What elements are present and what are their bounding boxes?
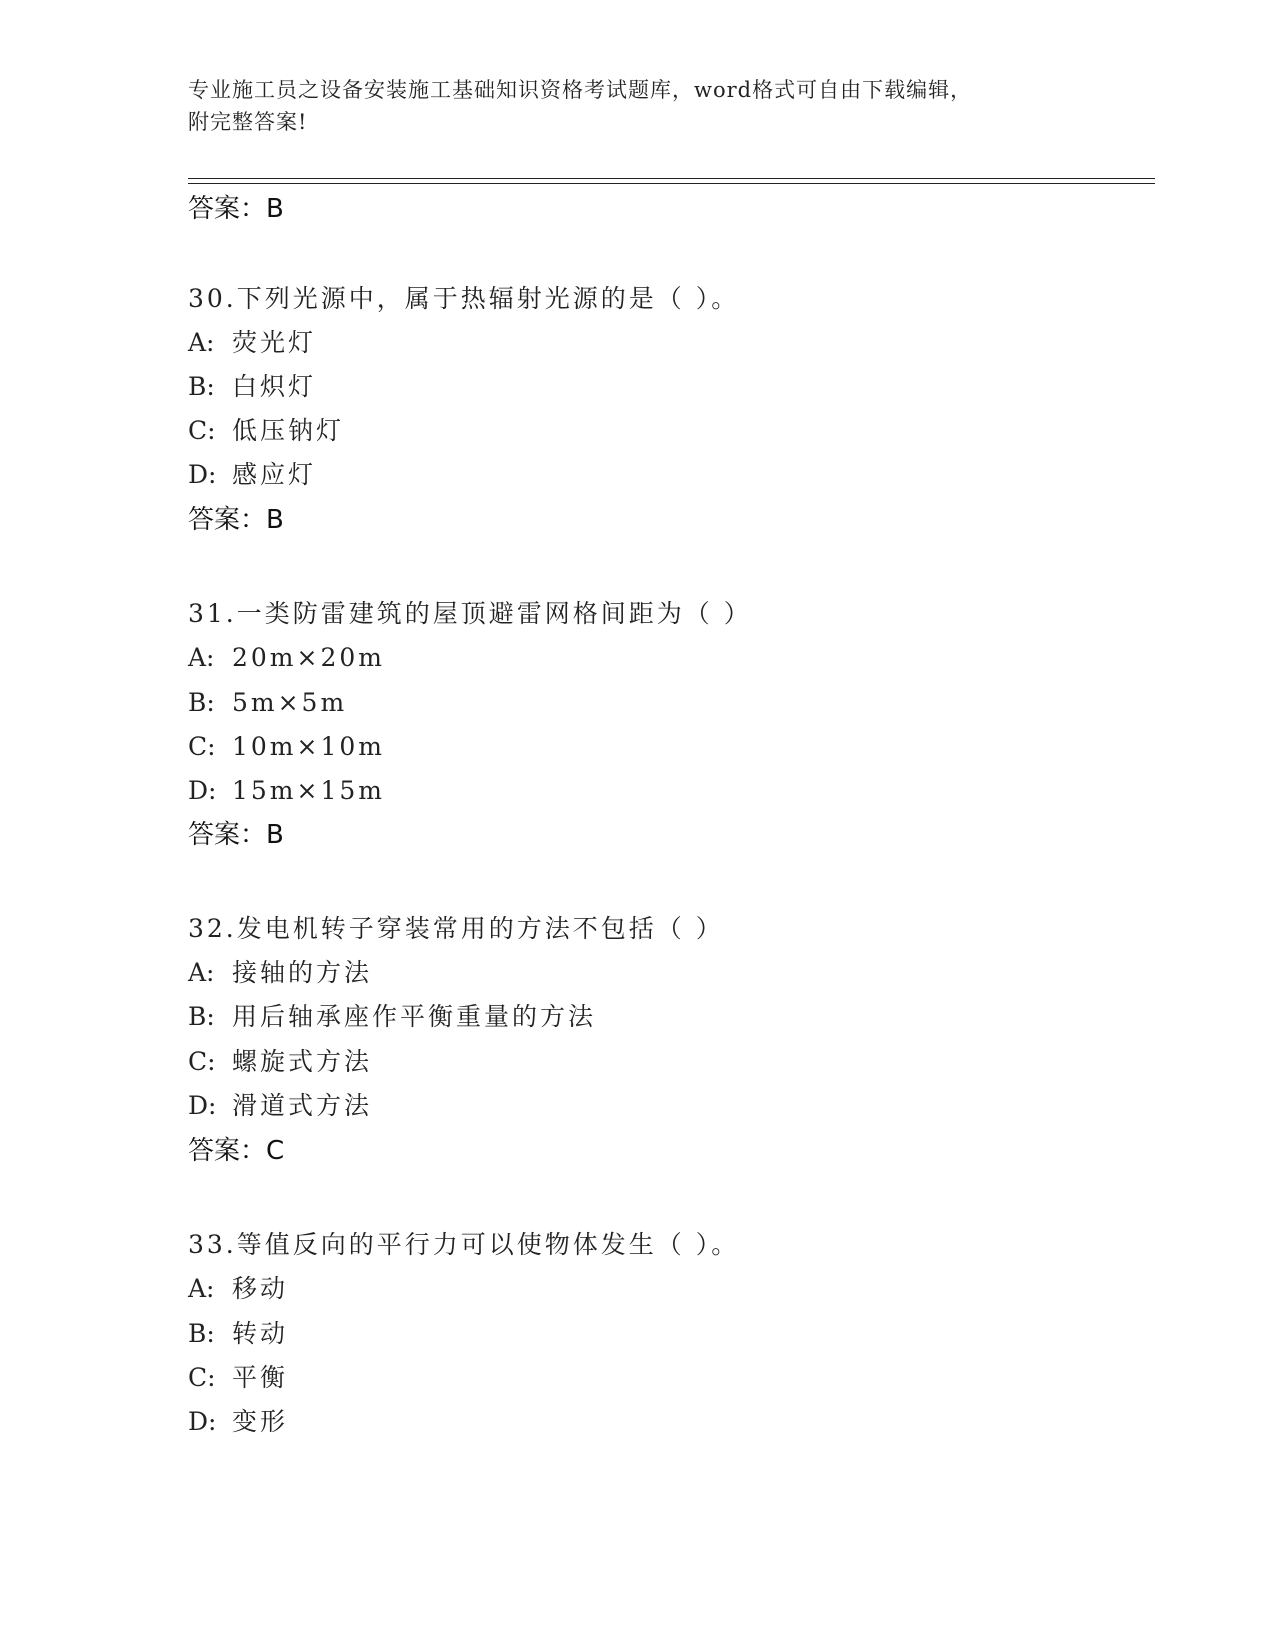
option-c bbox=[188, 1361, 288, 1395]
option-a bbox=[188, 956, 372, 990]
question-number: 32. bbox=[188, 914, 237, 943]
option-letter: C: bbox=[188, 1363, 216, 1392]
option-a bbox=[188, 326, 316, 360]
answer-label: 答案： bbox=[188, 505, 267, 535]
option-text: 10m×10m bbox=[232, 732, 385, 761]
option-text: 变形 bbox=[232, 1407, 289, 1436]
header-divider-top bbox=[188, 178, 1155, 179]
question-text: 发电机转子穿装常用的方法不包括（ ） bbox=[236, 914, 724, 943]
option-text: 5m×5m bbox=[232, 688, 348, 717]
option-letter: B: bbox=[188, 1319, 215, 1348]
option-text: 移动 bbox=[232, 1274, 289, 1303]
option-b bbox=[188, 370, 316, 404]
option-letter: A: bbox=[188, 328, 215, 357]
option-text: 用后轴承座作平衡重量的方法 bbox=[232, 1002, 597, 1031]
question-33 bbox=[188, 1228, 739, 1262]
option-text: 滑道式方法 bbox=[232, 1091, 373, 1120]
option-d bbox=[188, 774, 385, 808]
option-text: 20m×20m bbox=[232, 643, 385, 672]
option-c bbox=[188, 730, 385, 764]
answer-line bbox=[188, 818, 284, 852]
option-d bbox=[188, 1089, 372, 1123]
header-line-2: 附完整答案! bbox=[188, 110, 308, 134]
option-letter: B: bbox=[188, 1002, 215, 1031]
header-line-1: 专业施工员之设备安装施工基础知识资格考试题库，word格式可自由下载编辑， bbox=[188, 78, 973, 102]
option-letter: D: bbox=[188, 776, 217, 805]
question-number: 31. bbox=[188, 599, 237, 628]
question-32 bbox=[188, 912, 724, 946]
option-text: 感应灯 bbox=[232, 460, 317, 489]
option-letter: D: bbox=[188, 1407, 217, 1436]
question-text: 下列光源中，属于热辐射光源的是（ ）。 bbox=[236, 284, 740, 313]
option-a bbox=[188, 1272, 288, 1306]
answer-line bbox=[188, 1134, 284, 1168]
question-number: 30. bbox=[188, 284, 237, 313]
question-31 bbox=[188, 597, 752, 631]
option-text: 15m×15m bbox=[232, 776, 385, 805]
option-letter: A: bbox=[188, 643, 215, 672]
option-b bbox=[188, 1317, 288, 1351]
option-text: 接轴的方法 bbox=[232, 958, 373, 987]
option-d bbox=[188, 458, 316, 492]
answer-value: B bbox=[266, 194, 284, 224]
answer-label: 答案： bbox=[188, 194, 267, 224]
question-text: 一类防雷建筑的屋顶避雷网格间距为（ ） bbox=[236, 599, 752, 628]
option-letter: C: bbox=[188, 1047, 216, 1076]
option-letter: C: bbox=[188, 416, 216, 445]
option-d bbox=[188, 1405, 288, 1439]
option-text: 平衡 bbox=[232, 1363, 289, 1392]
answer-value: B bbox=[266, 505, 284, 535]
option-text: 低压钠灯 bbox=[232, 416, 345, 445]
answer-label: 答案： bbox=[188, 820, 267, 850]
option-c bbox=[188, 414, 344, 448]
answer-line bbox=[188, 192, 284, 226]
option-b bbox=[188, 1000, 596, 1034]
answer-label: 答案： bbox=[188, 1136, 267, 1166]
option-letter: B: bbox=[188, 688, 215, 717]
option-letter: A: bbox=[188, 958, 215, 987]
option-letter: D: bbox=[188, 1091, 217, 1120]
option-letter: D: bbox=[188, 460, 217, 489]
option-c bbox=[188, 1045, 372, 1079]
option-text: 荧光灯 bbox=[232, 328, 317, 357]
question-number: 33. bbox=[188, 1230, 237, 1259]
option-letter: A: bbox=[188, 1274, 215, 1303]
answer-value: C bbox=[266, 1136, 285, 1166]
option-text: 白炽灯 bbox=[232, 372, 317, 401]
question-text: 等值反向的平行力可以使物体发生（ ）。 bbox=[236, 1230, 740, 1259]
answer-line bbox=[188, 503, 284, 537]
option-letter: B: bbox=[188, 372, 215, 401]
option-text: 转动 bbox=[232, 1319, 289, 1348]
header-divider-bottom bbox=[188, 183, 1155, 184]
document-header bbox=[188, 74, 1088, 138]
option-b bbox=[188, 686, 347, 720]
option-a bbox=[188, 641, 385, 675]
question-30 bbox=[188, 282, 739, 316]
answer-value: B bbox=[266, 820, 284, 850]
option-letter: C: bbox=[188, 732, 216, 761]
option-text: 螺旋式方法 bbox=[232, 1047, 373, 1076]
